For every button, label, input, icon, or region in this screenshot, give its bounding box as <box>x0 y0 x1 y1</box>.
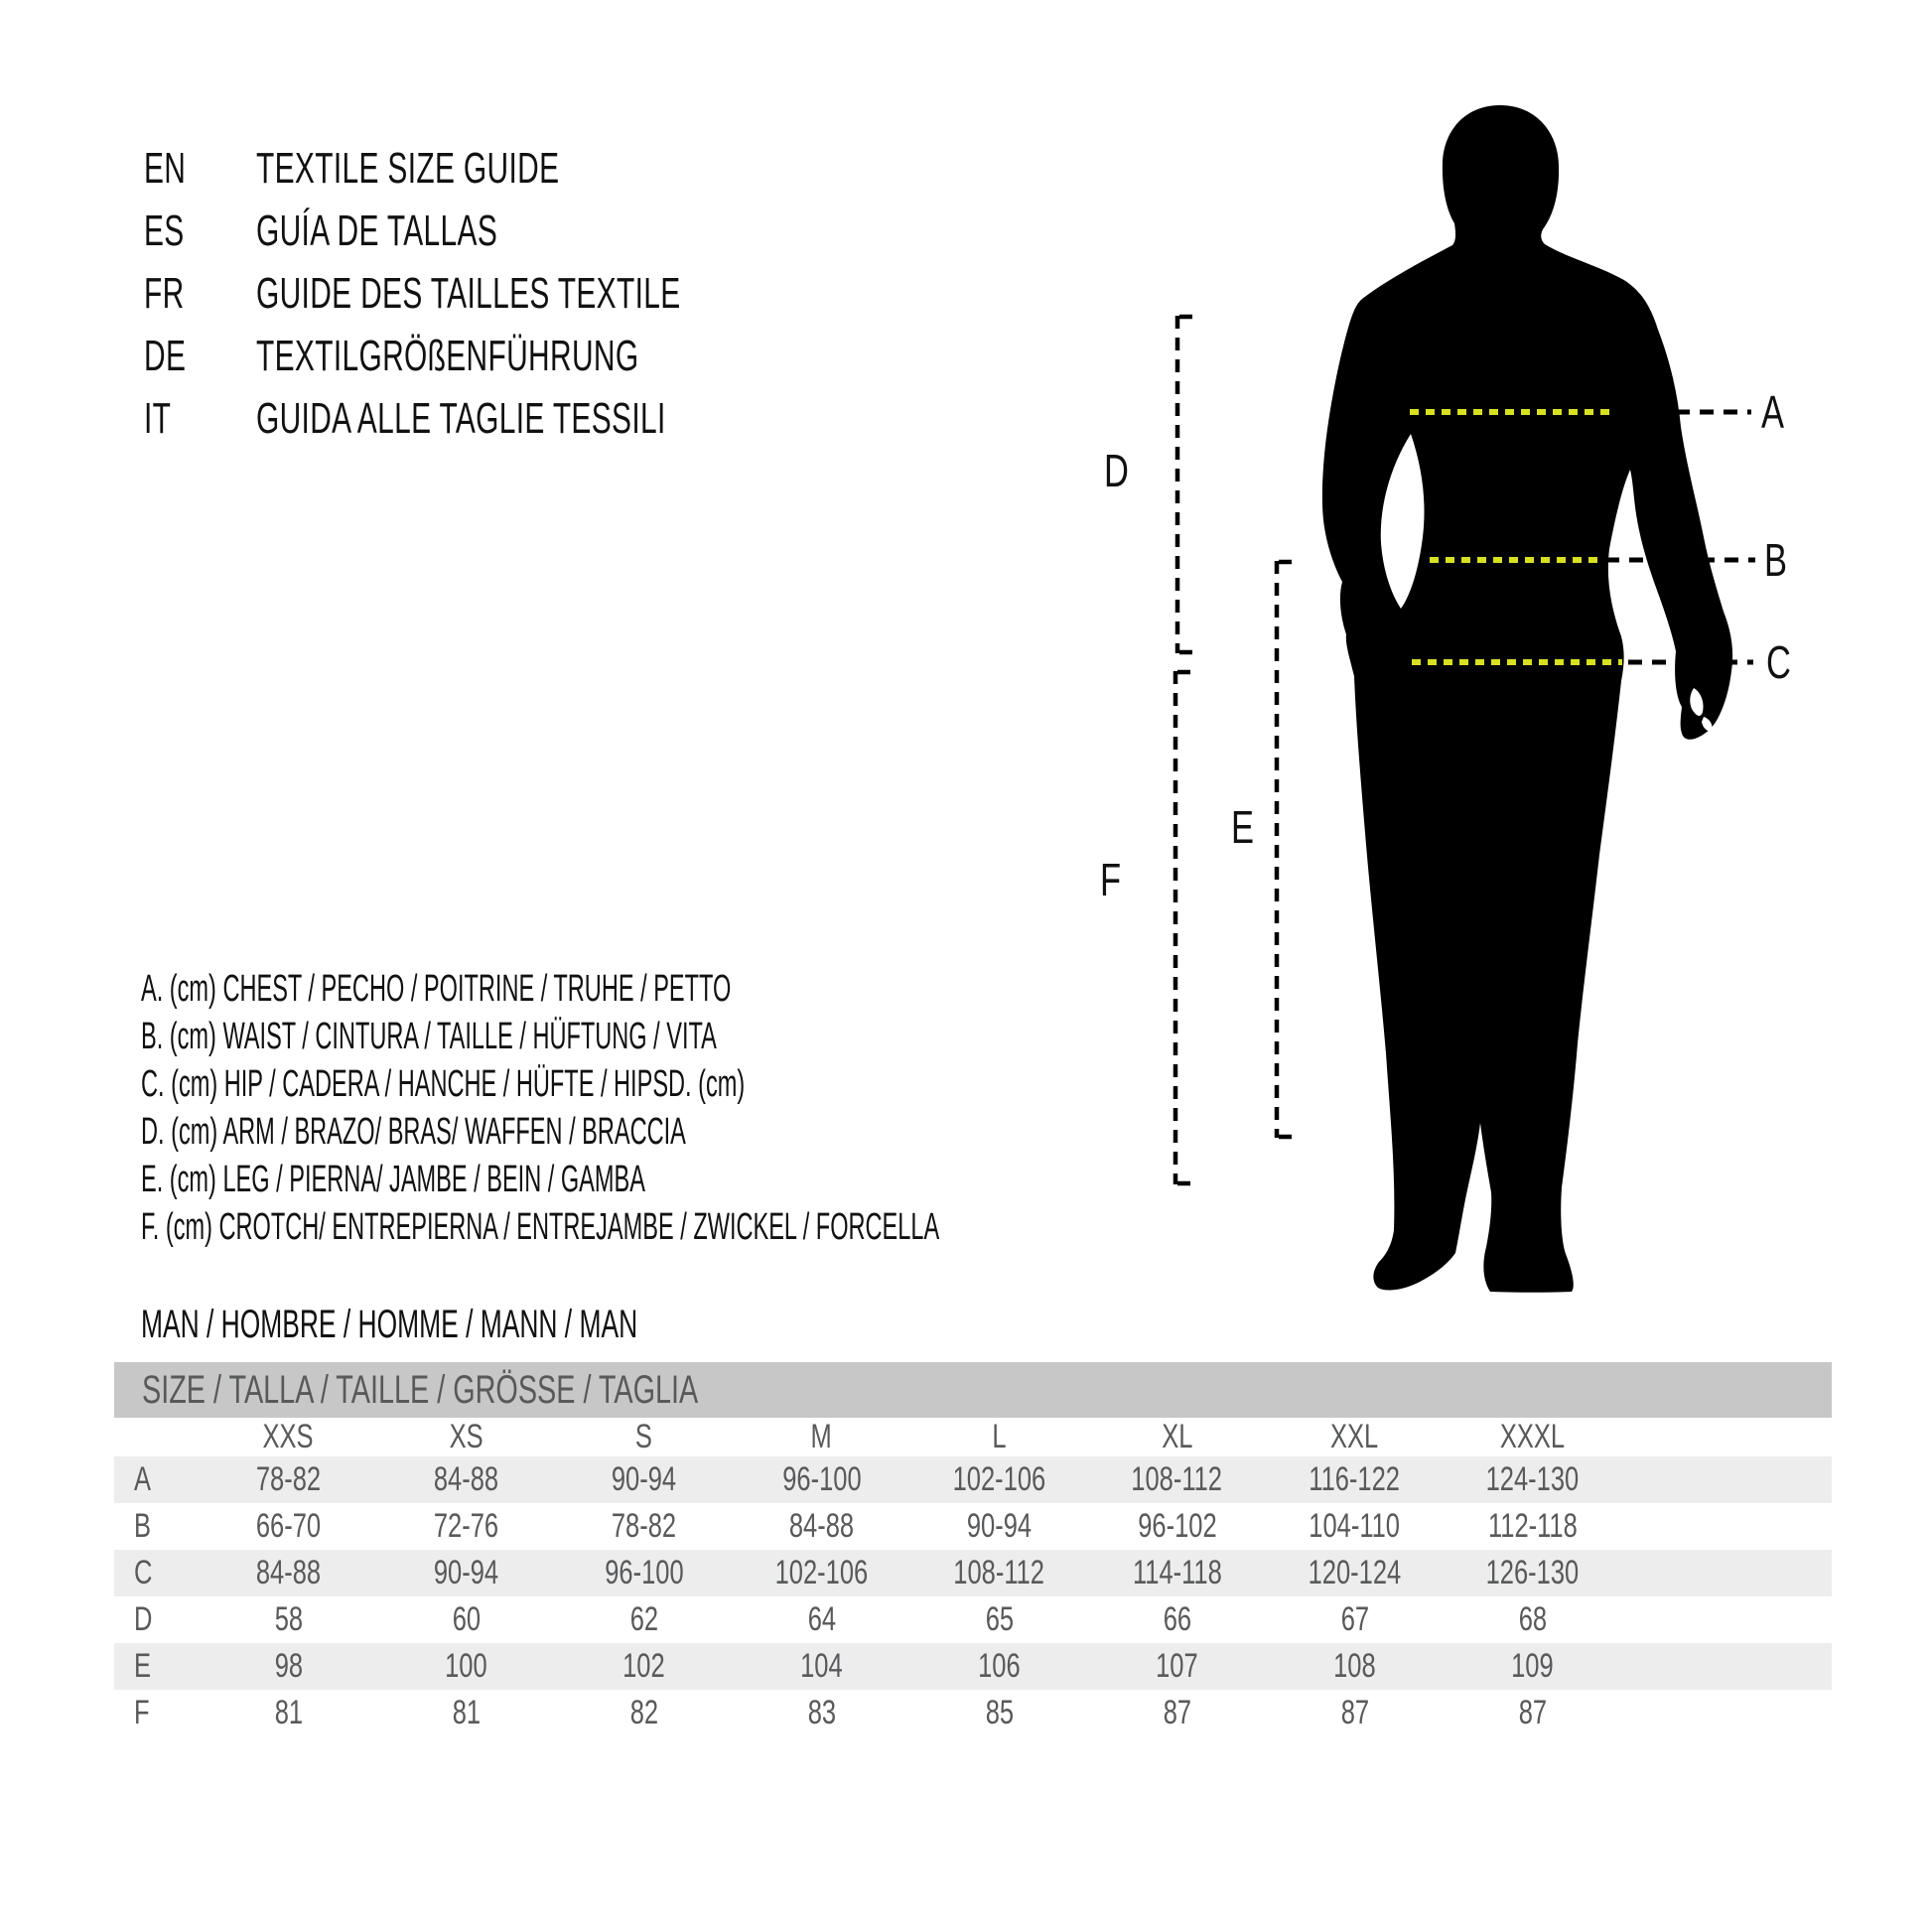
table-row-hip <box>114 1550 1832 1596</box>
table-cell: 109 <box>1511 1647 1554 1685</box>
table-cell: 78-82 <box>611 1507 677 1545</box>
legend-item: A. (cm) CHEST / PECHO / POITRINE / TRUHE / PETTO <box>141 967 732 1010</box>
table-cell: 81 <box>452 1694 481 1731</box>
label-chest-a: A <box>1761 386 1785 438</box>
table-cell: 87 <box>1163 1694 1191 1731</box>
table-cell: 100 <box>445 1647 487 1685</box>
table-cell: 90-94 <box>611 1460 677 1498</box>
table-cell: 81 <box>274 1694 303 1731</box>
size-table-title: SIZE / TALLA / TAILLE / GRÖSSE / TAGLIA <box>142 1368 699 1412</box>
size-table <box>114 1362 1832 1736</box>
guide-title: GUIDE DES TAILLES TEXTILE <box>256 268 681 318</box>
legend-item: E. (cm) LEG / PIERNA/ JAMBE / BEIN / GAMBA <box>141 1158 645 1200</box>
table-cell: 60 <box>452 1600 481 1638</box>
table-cell: 102 <box>622 1647 665 1685</box>
row-label: F <box>134 1694 150 1731</box>
table-cell: 104-110 <box>1309 1507 1401 1545</box>
label-waist-b: B <box>1764 534 1788 586</box>
table-cell: 104 <box>800 1647 843 1685</box>
size-header: XXL <box>1330 1418 1379 1455</box>
table-cell: 108 <box>1333 1647 1376 1685</box>
table-cell: 102-106 <box>774 1554 869 1591</box>
legend-item: F. (cm) CROTCH/ ENTREPIERNA / ENTREJAMBE / ZWICKEL / FORCELLA <box>141 1205 940 1248</box>
label-leg-e: E <box>1231 801 1255 853</box>
size-header: S <box>634 1418 653 1455</box>
guide-title: TEXTILE SIZE GUIDE <box>256 143 560 193</box>
table-row-crotch <box>114 1690 1832 1736</box>
language-code: IT <box>144 393 172 443</box>
table-cell: 68 <box>1518 1600 1547 1638</box>
table-cell: 96-102 <box>1137 1507 1217 1545</box>
table-cell: 120-124 <box>1308 1554 1402 1591</box>
table-cell: 66 <box>1163 1600 1191 1638</box>
language-code: ES <box>144 206 185 255</box>
table-cell: 72-76 <box>433 1507 499 1545</box>
row-label: C <box>134 1554 153 1591</box>
table-cell: 67 <box>1340 1600 1369 1638</box>
table-cell: 65 <box>985 1600 1014 1638</box>
language-code: DE <box>144 331 187 380</box>
table-cell: 108-112 <box>953 1554 1045 1591</box>
table-cell: 124-130 <box>1485 1460 1580 1498</box>
table-cell: 58 <box>274 1600 303 1638</box>
table-cell: 84-88 <box>433 1460 499 1498</box>
size-header: XXS <box>262 1418 315 1455</box>
category-title: MAN / HOMBRE / HOMME / MANN / MAN <box>141 1302 638 1346</box>
legend-item: C. (cm) HIP / CADERA / HANCHE / HÜFTE / HIPSD. (cm) <box>141 1062 746 1105</box>
row-label: D <box>134 1600 153 1638</box>
table-cell: 62 <box>629 1600 658 1638</box>
measurement-legend <box>141 965 1429 1251</box>
label-hip-c: C <box>1766 636 1791 688</box>
table-cell: 84-88 <box>255 1554 322 1591</box>
table-cell: 106 <box>978 1647 1021 1685</box>
label-arm-d: D <box>1104 445 1129 496</box>
table-cell: 78-82 <box>255 1460 322 1498</box>
table-cell: 107 <box>1156 1647 1198 1685</box>
table-cell: 87 <box>1340 1694 1369 1731</box>
table-cell: 116-122 <box>1309 1460 1401 1498</box>
table-cell: 90-94 <box>966 1507 1033 1545</box>
table-cell: 84-88 <box>788 1507 855 1545</box>
label-crotch-f: F <box>1100 854 1122 905</box>
table-cell: 108-112 <box>1131 1460 1223 1498</box>
size-table-title-bar <box>114 1362 1832 1418</box>
guide-title: GUÍA DE TALLAS <box>256 206 498 255</box>
guide-title: GUIDA ALLE TAGLIE TESSILI <box>256 393 666 443</box>
size-header: L <box>992 1418 1007 1455</box>
size-header: XL <box>1161 1418 1193 1455</box>
table-cell: 85 <box>985 1694 1014 1731</box>
size-header: XS <box>449 1418 483 1455</box>
legend-item: D. (cm) ARM / BRAZO/ BRAS/ WAFFEN / BRACCIA <box>141 1110 686 1153</box>
guide-title: TEXTILGRÖßENFÜHRUNG <box>256 331 639 380</box>
table-cell: 126-130 <box>1485 1554 1580 1591</box>
table-row-arm <box>114 1596 1832 1643</box>
language-code: EN <box>144 143 187 193</box>
table-cell: 82 <box>629 1694 658 1731</box>
table-cell: 112-118 <box>1487 1507 1578 1545</box>
row-label: A <box>134 1460 152 1498</box>
table-row-waist <box>114 1503 1832 1550</box>
table-cell: 66-70 <box>255 1507 322 1545</box>
table-cell: 102-106 <box>952 1460 1046 1498</box>
table-cell: 64 <box>807 1600 836 1638</box>
table-cell: 87 <box>1518 1694 1547 1731</box>
table-cell: 96-100 <box>604 1554 684 1591</box>
table-cell: 90-94 <box>433 1554 499 1591</box>
table-row-chest <box>114 1456 1832 1503</box>
row-label: B <box>134 1507 152 1545</box>
table-cell: 114-118 <box>1132 1554 1222 1591</box>
table-row-leg <box>114 1643 1832 1690</box>
legend-item: B. (cm) WAIST / CINTURA / TAILLE / HÜFTUNG / VITA <box>141 1015 717 1057</box>
table-cell: 83 <box>807 1694 836 1731</box>
row-label: E <box>134 1647 152 1685</box>
language-code: FR <box>144 268 185 318</box>
size-header: XXXL <box>1499 1418 1566 1455</box>
table-cell: 96-100 <box>781 1460 862 1498</box>
table-cell: 98 <box>274 1647 303 1685</box>
size-header: M <box>810 1418 833 1455</box>
size-header-row <box>114 1418 1832 1456</box>
